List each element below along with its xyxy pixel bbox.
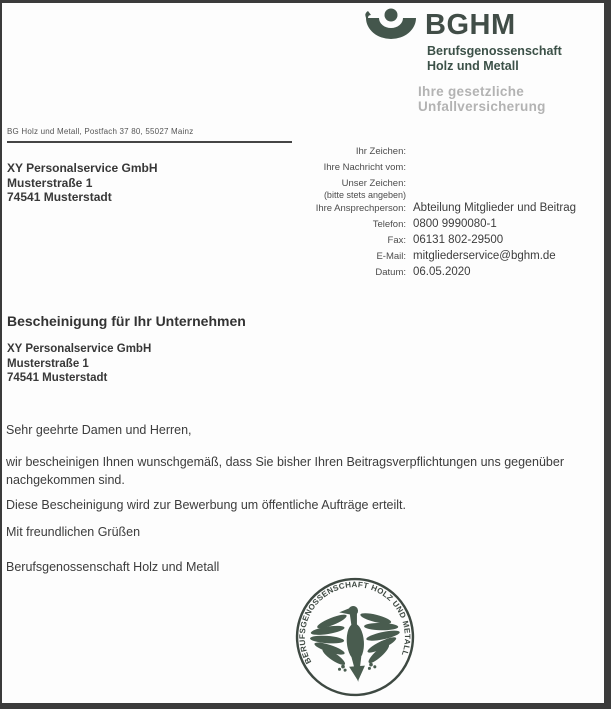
body-paragraph-2: Diese Bescheinigung wird zur Bewerbung um öffentliche Aufträge erteilt. (6, 498, 406, 512)
org-name-line1: Berufsgenossenschaft (427, 44, 562, 58)
addressee-name: XY Personalservice GmbH (7, 343, 152, 355)
info-row-datum (295, 266, 600, 278)
info-row-fax (295, 234, 600, 246)
info-value: 0800 9990080-1 (413, 218, 497, 230)
official-seal (290, 572, 420, 702)
subject-line: Bescheinigung für Ihr Unternehmen (7, 313, 246, 329)
info-label: Telefon: (372, 219, 406, 230)
body-paragraph-1: wir bescheinigen Ihnen wunschgemäß, dass Sie bisher Ihren Beitragsverpflichtungen uns gegenüber nachgekommen sind. (6, 455, 564, 487)
sender-underline (7, 141, 292, 143)
addressee-street: Musterstraße 1 (7, 357, 89, 370)
info-row-ansprechperson (295, 202, 600, 214)
info-row-bitte-angeben (295, 190, 600, 200)
brand-wordmark: BGHM (425, 9, 516, 41)
info-label: E-Mail: (376, 251, 406, 262)
federal-eagle-icon (307, 603, 403, 685)
info-label: Ihre Nachricht vom: (323, 162, 406, 173)
recipient-street: Musterstraße 1 (7, 175, 93, 190)
info-value: mitgliederservice@bghm.de (413, 250, 556, 262)
letter-page (2, 3, 604, 703)
addressee-city: 74541 Musterstadt (7, 372, 108, 384)
org-name (427, 44, 562, 74)
tagline: Ihre gesetzliche Unfallversicherung (418, 84, 546, 114)
signature-org: Berufsgenossenschaft Holz und Metall (6, 560, 220, 574)
reference-block (295, 146, 600, 282)
info-row-telefon (295, 218, 600, 230)
info-row-email (295, 250, 600, 262)
info-row-unser-zeichen (295, 178, 600, 189)
recipient-city: 74541 Musterstadt (7, 190, 112, 204)
closing-phrase: Mit freundlichen Grüßen (6, 525, 141, 539)
info-value: 06131 802-29500 (413, 234, 504, 246)
info-row-ihr-zeichen (295, 146, 600, 157)
info-value: 06.05.2020 (413, 266, 471, 278)
recipient-address (7, 161, 158, 205)
seal-ring-text: BERUFSGENOSSENSCHAFT HOLZ UND METALL (297, 580, 412, 666)
info-label: Ihr Zeichen: (355, 146, 406, 157)
bghm-logo-icon (364, 8, 418, 52)
salutation: Sehr geehrte Damen und Herren, (6, 423, 192, 437)
info-label: Ihre Ansprechperson: (315, 203, 406, 214)
recipient-name: XY Personalservice GmbH (7, 161, 158, 175)
sender-return-address: BG Holz und Metall, Postfach 37 80, 55027 Mainz (7, 127, 194, 136)
info-value: Abteilung Mitglieder und Beitrag (413, 202, 577, 214)
info-label: (bitte stets angeben) (323, 190, 406, 200)
info-label: Datum: (375, 267, 406, 278)
info-row-nachricht-vom (295, 162, 600, 173)
info-label: Fax: (387, 235, 406, 246)
info-label: Unser Zeichen: (341, 178, 406, 189)
org-name-line2: Holz und Metall (427, 59, 519, 73)
addressee-block (7, 342, 151, 386)
